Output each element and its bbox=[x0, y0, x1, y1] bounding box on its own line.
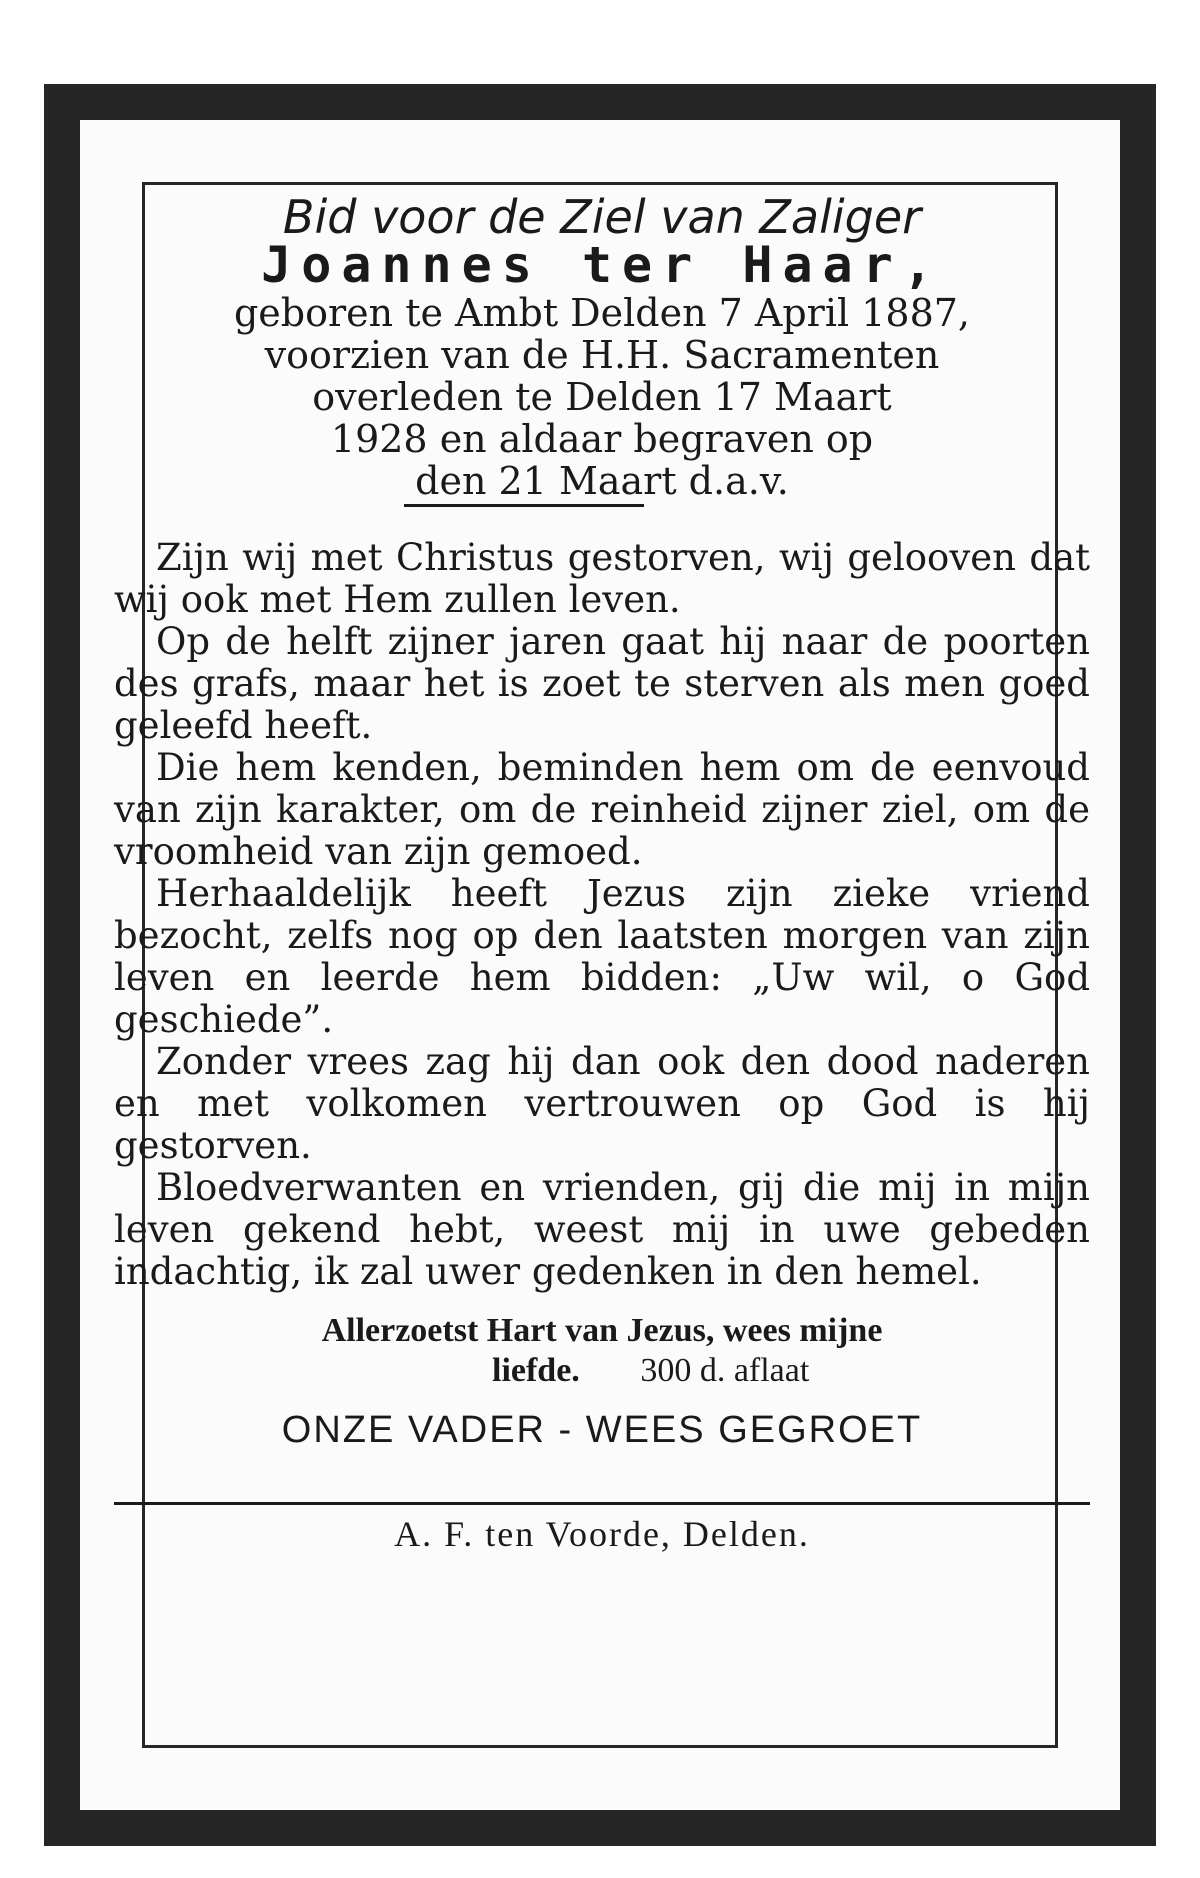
paragraph-christus: Zijn wij met Christus gestorven, wij gelooven dat wij ook met Hem zullen leven. bbox=[114, 536, 1090, 621]
header-divider bbox=[404, 504, 644, 507]
ejaculation-end: liefde. bbox=[492, 1352, 580, 1389]
paragraph-kenden: Die hem kenden, beminden hem om de eenvoud van zijn karakter, om de reinheid zijner ziel, om de vroomheid van zijn gemoed. bbox=[114, 746, 1090, 873]
prayers-line: ONZE VADER - WEES GEGROET bbox=[281, 1409, 923, 1451]
indulgence: 300 d. aflaat bbox=[640, 1352, 810, 1389]
death-line: overleden te Delden 17 Maart bbox=[312, 375, 892, 419]
paragraph-jezus: Herhaaldelijk heeft Jezus zijn zieke vriend bezocht, zelfs nog op den laatsten morgen van zijn leven en leerde hem bidden: „Uw wil, o God geschiede”. bbox=[114, 872, 1090, 1041]
paragraph-helft: Op de helft zijner jaren gaat hij naar de poorten des grafs, maar het is zoet te sterven als men goed geleefd heeft. bbox=[114, 620, 1090, 747]
ejaculation bbox=[114, 1311, 1090, 1391]
burial-line: 1928 en aldaar begraven op bbox=[330, 417, 874, 461]
footer-divider bbox=[114, 1502, 1090, 1505]
paragraph-bloedverwanten: Bloedverwanten en vrienden, gij die mij in mijn leven gekend hebt, weest mij in uwe gebeden indachtig, ik zal uwer gedenken in den hemel. bbox=[114, 1166, 1090, 1293]
sacraments-line: voorzien van de H.H. Sacramenten bbox=[264, 333, 940, 377]
ejaculation-line-2 bbox=[114, 1351, 1090, 1391]
invocation: Bid voor de Ziel van Zaliger bbox=[282, 190, 922, 244]
burial-date-line: den 21 Maart d.a.v. bbox=[415, 459, 789, 503]
prayer-card-content bbox=[114, 190, 1090, 1555]
printer-credit: A. F. ten Voorde, Delden. bbox=[394, 1514, 810, 1554]
ejaculation-line-1: Allerzoetst Hart van Jezus, wees mijne bbox=[321, 1312, 883, 1349]
deceased-name: Joannes ter Haar, bbox=[261, 236, 943, 294]
birth-line: geboren te Ambt Delden 7 April 1887, bbox=[233, 291, 971, 335]
paragraph-vrees: Zonder vrees zag hij dan ook den dood naderen en met volkomen vertrouwen op God is hij gestorven. bbox=[114, 1040, 1090, 1167]
